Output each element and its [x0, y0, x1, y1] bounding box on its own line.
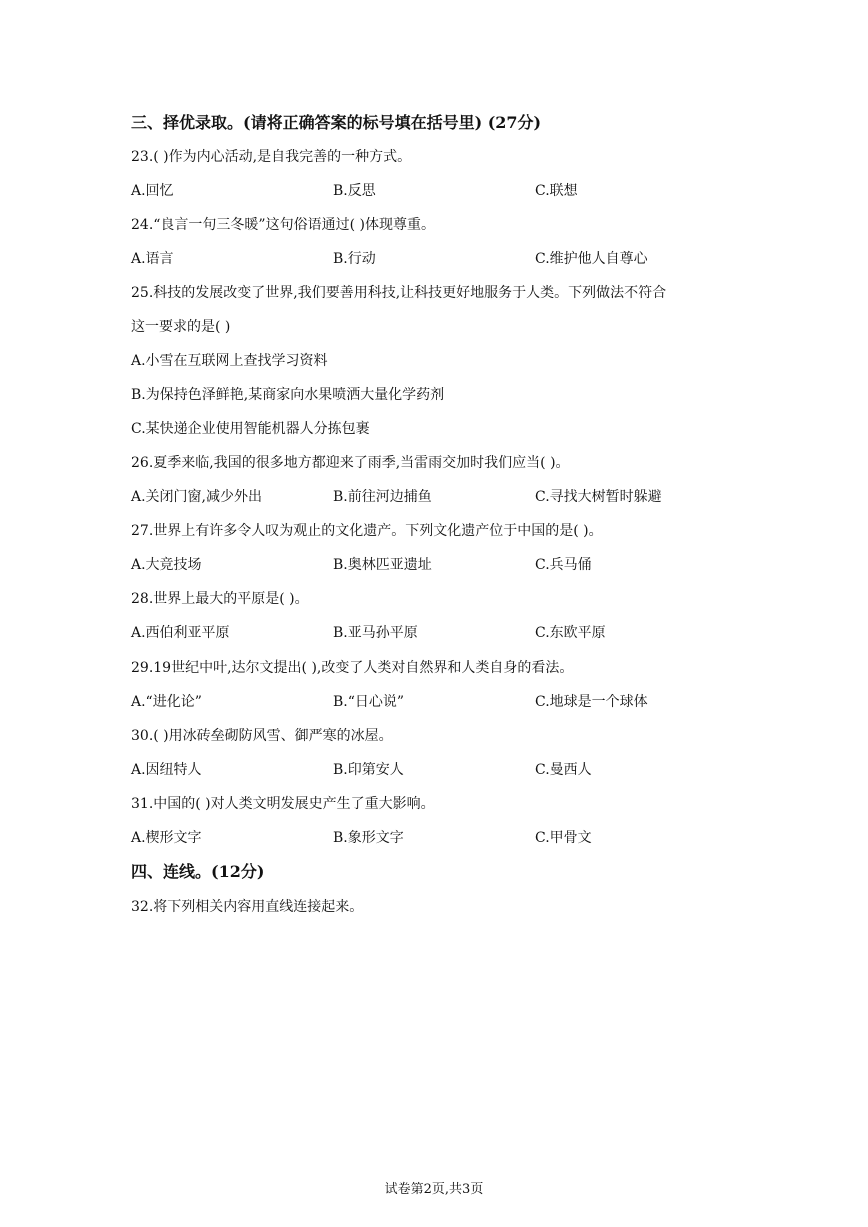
q31-option-c: C.甲骨文: [535, 830, 592, 846]
question-31-stem: 31.中国的( )对人类文明发展史产生了重大影响。: [131, 796, 435, 812]
q24-option-a: A.语言: [131, 251, 174, 267]
q26-option-b: B.前往河边捕鱼: [333, 489, 432, 505]
q25-option-b: B.为保持色泽鲜艳,某商家向水果喷洒大量化学药剂: [131, 387, 445, 403]
question-28-stem: 28.世界上最大的平原是( )。: [131, 591, 309, 607]
q30-option-a: A.因纽特人: [131, 762, 202, 778]
question-29-stem: 29.19世纪中叶,达尔文提出( ),改变了人类对自然界和人类自身的看法。: [131, 660, 574, 676]
page-footer: 试卷第2页,共3页: [384, 1182, 484, 1197]
q24-option-c: C.维护他人自尊心: [535, 251, 648, 267]
q28-option-c: C.东欧平原: [535, 625, 606, 641]
q28-option-b: B.亚马孙平原: [333, 625, 418, 641]
question-24-stem: 24.“良言一句三冬暖”这句俗语通过( )体现尊重。: [131, 217, 435, 233]
q31-option-a: A.楔形文字: [131, 830, 202, 846]
q25-option-c: C.某快递企业使用智能机器人分拣包裹: [131, 421, 370, 437]
q26-option-c: C.寻找大树暂时躲避: [535, 489, 662, 505]
q29-option-b: B.“日心说”: [333, 694, 405, 710]
q28-option-a: A.西伯利亚平原: [131, 625, 230, 641]
q27-option-c: C.兵马俑: [535, 557, 592, 573]
q27-option-a: A.大竞技场: [131, 557, 202, 573]
question-25-stem-line1: 25.科技的发展改变了世界,我们要善用科技,让科技更好地服务于人类。下列做法不符合: [131, 285, 667, 301]
question-27-stem: 27.世界上有许多令人叹为观止的文化遗产。下列文化遗产位于中国的是( )。: [131, 523, 603, 539]
q26-option-a: A.关闭门窗,减少外出: [131, 489, 263, 505]
q29-option-c: C.地球是一个球体: [535, 694, 648, 710]
question-30-stem: 30.( )用冰砖垒砌防风雪、御严寒的冰屋。: [131, 728, 393, 744]
q24-option-b: B.行动: [333, 251, 376, 267]
question-23-stem: 23.( )作为内心活动,是自我完善的一种方式。: [131, 149, 412, 165]
q23-option-b: B.反思: [333, 183, 376, 199]
q27-option-b: B.奥林匹亚遗址: [333, 557, 432, 573]
q30-option-c: C.曼西人: [535, 762, 592, 778]
q30-option-b: B.印第安人: [333, 762, 404, 778]
q23-option-c: C.联想: [535, 183, 578, 199]
q25-option-a: A.小雪在互联网上查找学习资料: [131, 353, 328, 369]
q23-option-a: A.回忆: [131, 183, 174, 199]
section-4-title: 四、连线。(12分): [131, 862, 265, 881]
question-32-stem: 32.将下列相关内容用直线连接起来。: [131, 899, 364, 915]
q29-option-a: A.“进化论”: [131, 694, 202, 710]
question-26-stem: 26.夏季来临,我国的很多地方都迎来了雨季,当雷雨交加时我们应当( )。: [131, 455, 570, 471]
section-3-title: 三、择优录取。(请将正确答案的标号填在括号里) (27分): [131, 113, 542, 132]
question-25-stem-line2: 这一要求的是( ): [131, 319, 231, 335]
q31-option-b: B.象形文字: [333, 830, 404, 846]
